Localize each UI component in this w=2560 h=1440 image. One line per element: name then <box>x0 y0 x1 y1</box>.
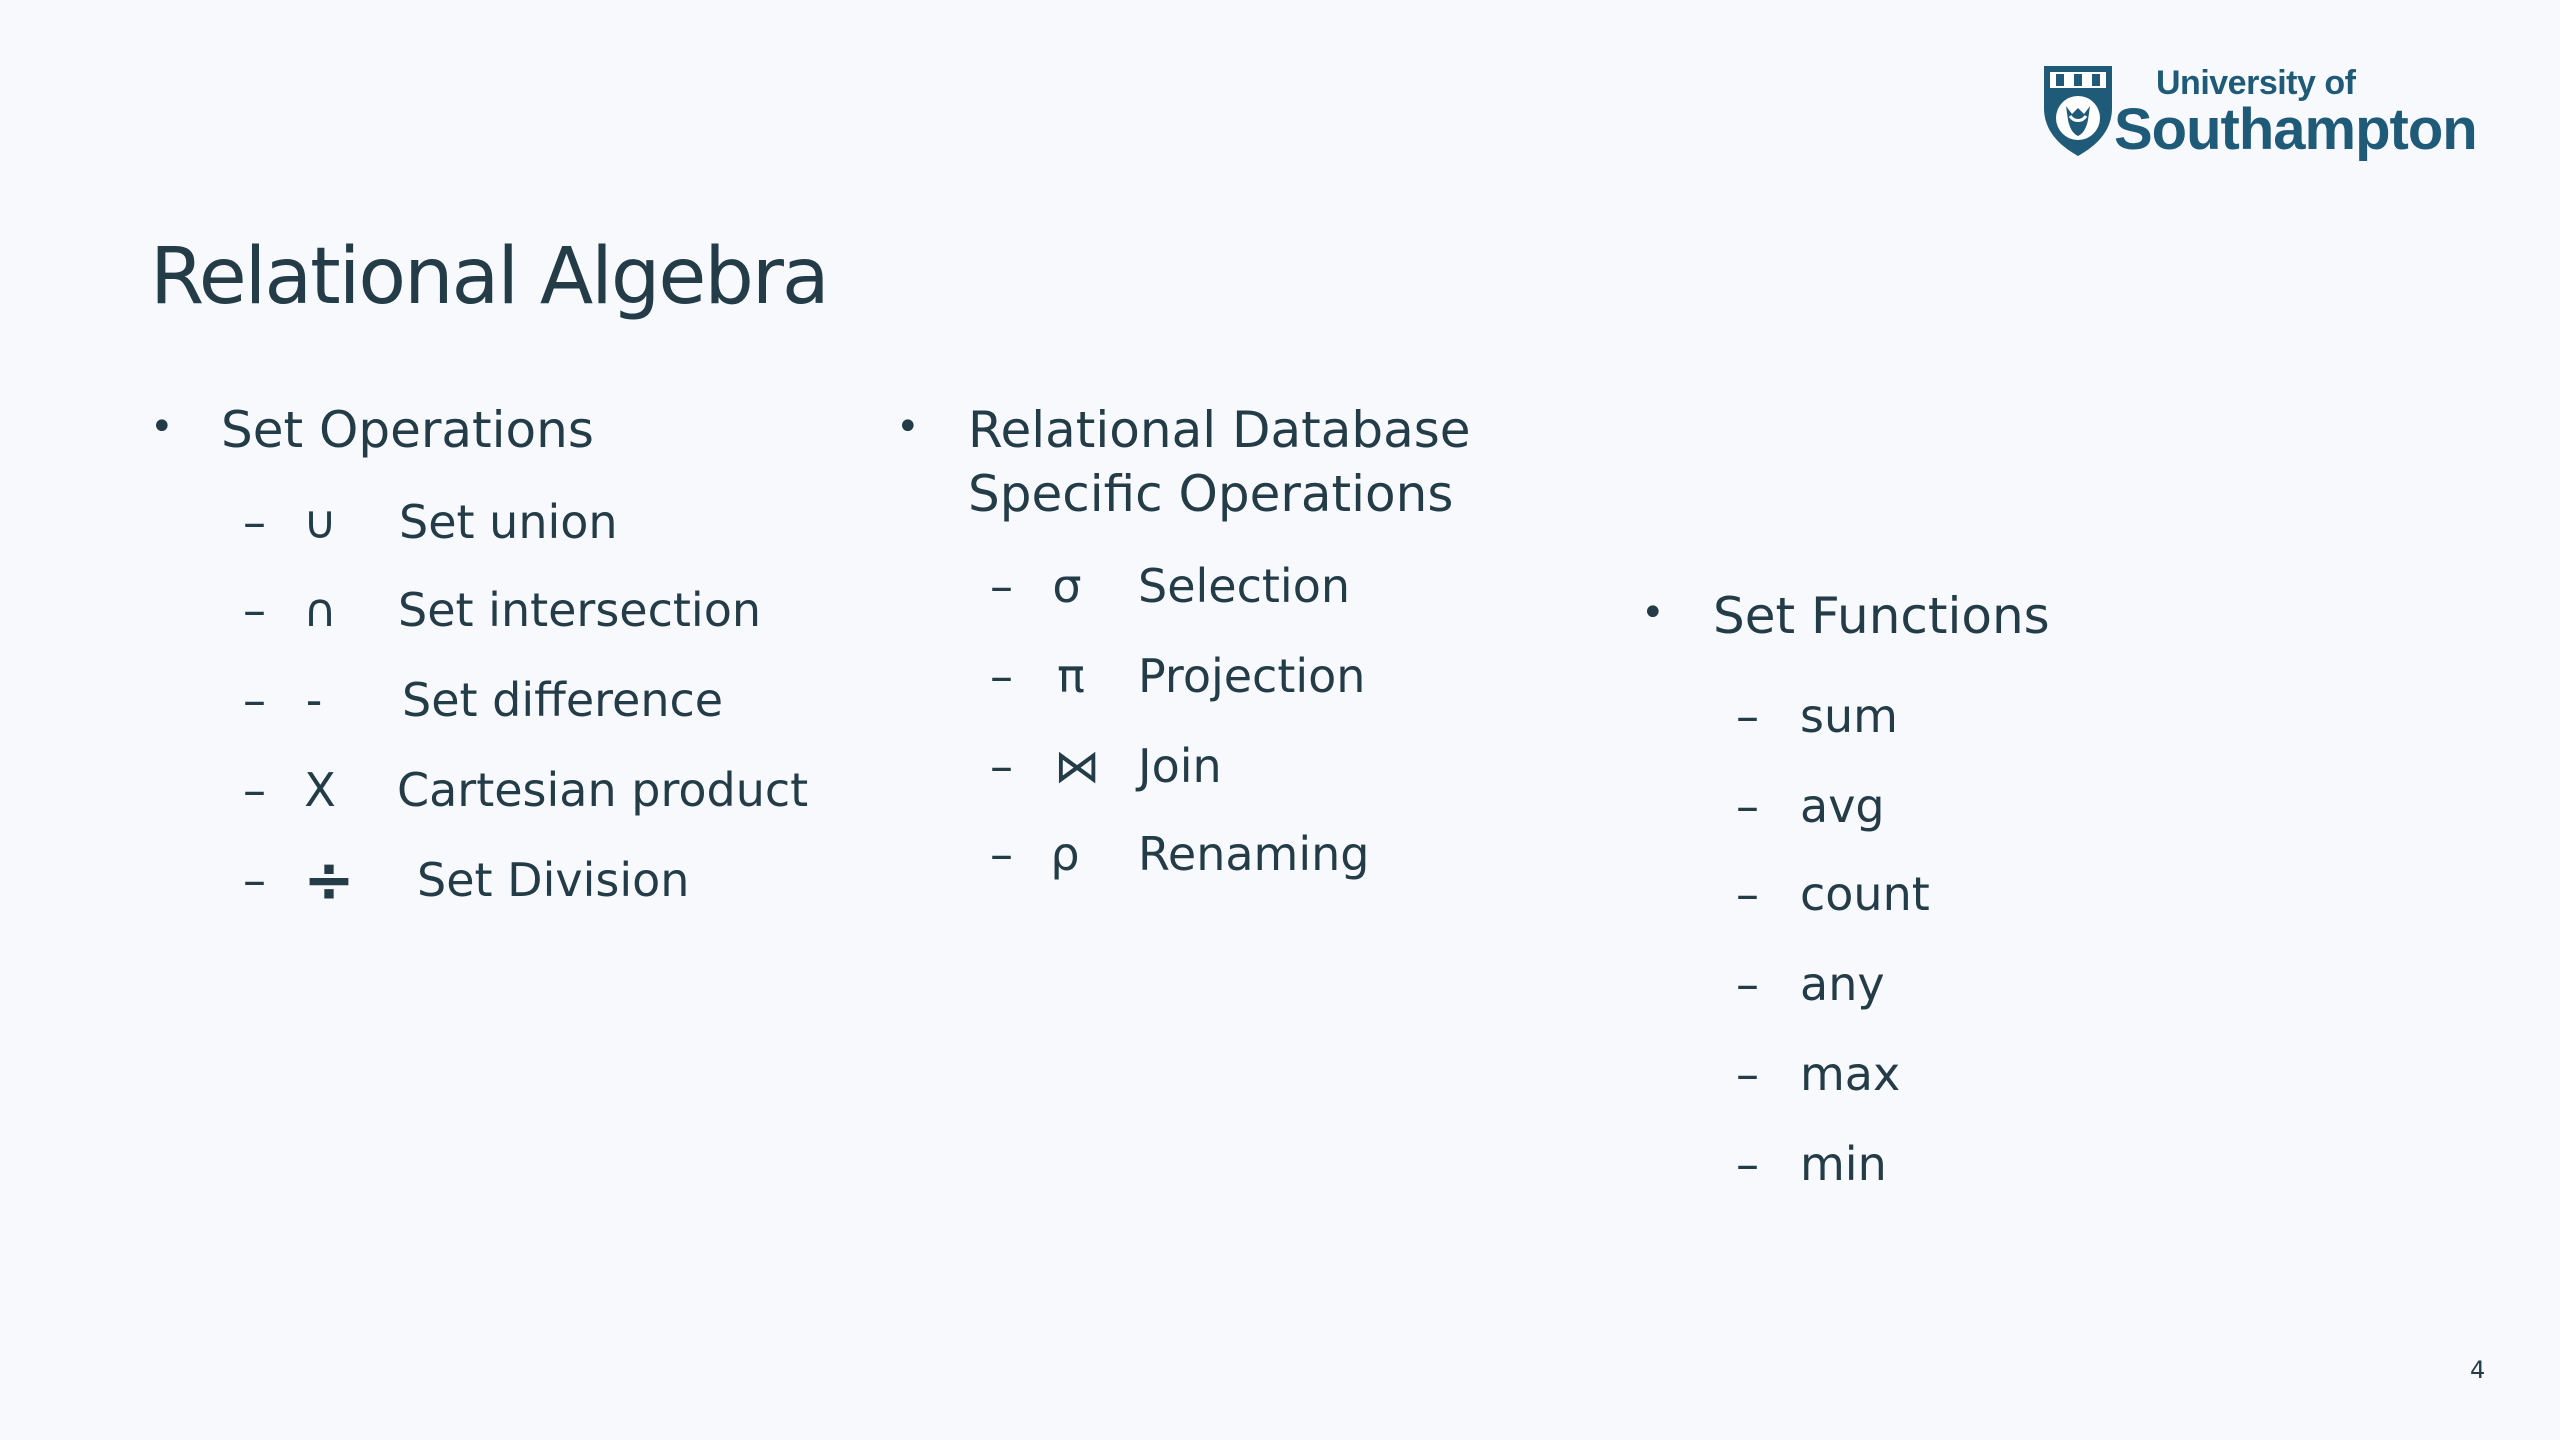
dash: – <box>243 583 266 637</box>
list-item-label: min <box>1800 1137 1887 1191</box>
list-item-label: Renaming <box>1138 827 1370 881</box>
slide-title: Relational Algebra <box>150 232 828 322</box>
bowtie-icon: ⋈ <box>1054 739 1100 793</box>
dash: – <box>1736 867 1759 921</box>
dash: – <box>990 739 1013 793</box>
list-item-label: Set Division <box>417 853 690 907</box>
list-item-label: Set union <box>399 495 618 549</box>
list-item <box>1736 1132 2136 1196</box>
dash: – <box>243 673 266 727</box>
dash: – <box>243 495 266 549</box>
dash: – <box>243 763 266 817</box>
dash: – <box>990 559 1013 613</box>
rdb-operations-heading-line2: Specific Operations <box>968 465 1454 523</box>
list-item-label: count <box>1800 867 1930 921</box>
list-item-label: any <box>1800 957 1885 1011</box>
cross-icon: X <box>304 763 336 817</box>
bullet-icon: • <box>1641 590 1665 636</box>
list-item <box>1736 774 2136 838</box>
rdb-operations-heading-line1: Relational Database <box>968 401 1471 459</box>
set-operations-heading: Set Operations <box>221 401 594 459</box>
list-item <box>990 554 1490 618</box>
list-item <box>243 578 843 642</box>
list-item <box>990 822 1490 886</box>
list-item <box>243 668 843 732</box>
list-item <box>1736 1042 2136 1106</box>
minus-icon: - <box>305 673 323 727</box>
page-number: 4 <box>2470 1356 2486 1384</box>
list-item-label: Set intersection <box>398 583 762 637</box>
university-logo <box>2040 62 2480 162</box>
dash: – <box>1736 957 1759 1011</box>
list-item-label: Selection <box>1138 559 1350 613</box>
dash: – <box>1736 779 1759 833</box>
dash: – <box>990 827 1013 881</box>
list-item <box>990 734 1490 798</box>
set-functions-heading: Set Functions <box>1713 587 2050 645</box>
bullet-icon: • <box>896 404 920 450</box>
dash: – <box>1736 689 1759 743</box>
list-item <box>243 758 863 822</box>
list-item-label: avg <box>1800 779 1885 833</box>
union-icon: ∪ <box>303 495 337 549</box>
list-item <box>990 644 1490 708</box>
rho-icon: ρ <box>1050 827 1080 881</box>
shield-icon <box>2040 62 2116 158</box>
intersection-icon: ∩ <box>303 583 337 637</box>
list-item <box>1736 862 2136 926</box>
list-item-label: Set difference <box>402 673 724 727</box>
dash: – <box>1736 1137 1759 1191</box>
sigma-icon: σ <box>1052 559 1082 613</box>
logo-text-line1: University of <box>2156 64 2356 102</box>
dash: – <box>243 853 266 907</box>
list-item-label: Projection <box>1138 649 1366 703</box>
list-item <box>243 490 843 554</box>
pi-icon: π <box>1057 649 1085 703</box>
list-item <box>1736 684 2136 748</box>
dash: – <box>1736 1047 1759 1101</box>
list-item <box>243 843 843 916</box>
list-item-label: Cartesian product <box>397 763 809 817</box>
list-item-label: Join <box>1138 739 1222 793</box>
division-icon: ÷ <box>303 843 355 916</box>
list-item <box>1736 952 2136 1016</box>
dash: – <box>990 649 1013 703</box>
list-item-label: sum <box>1800 689 1898 743</box>
logo-text-line2: Southampton <box>2114 97 2477 162</box>
bullet-icon: • <box>150 404 174 450</box>
list-item-label: max <box>1800 1047 1901 1101</box>
